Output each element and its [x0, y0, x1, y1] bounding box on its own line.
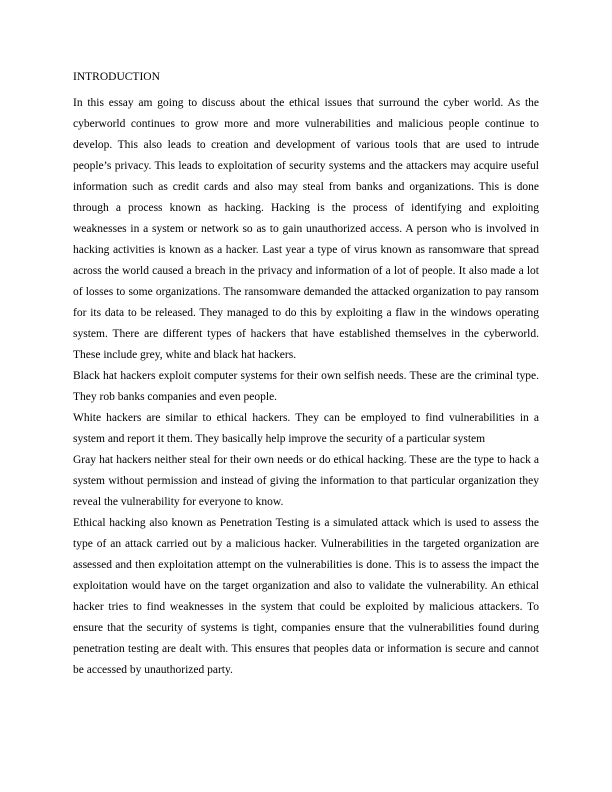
paragraph-gray-hat: Gray hat hackers neither steal for their own needs or do ethical hacking. These are the type to hack a system without permission and instead of giving the information to that particular organization they reveal the vulnerability for everyone to know. — [73, 454, 539, 508]
document-body — [73, 67, 539, 681]
section-heading: INTRODUCTION — [73, 71, 160, 83]
paragraph-ethical-hacking: Ethical hacking also known as Penetration Testing is a simulated attack which is used to assess the type of an attack carried out by a malicious hacker. Vulnerabilities in the targeted organization are assessed and then exploitation attempt on the vulnerabilities is done. This is to assess the impact the exploitation would have on the target organization and also to validate the vulnerability. An ethical hacker tries to find weaknesses in the system that could be exploited by malicious attackers. To ensure that the security of systems is tight, companies ensure that the vulnerabilities found during penetration testing are dealt with. This ensures that peoples data or information is secure and cannot be accessed by unauthorized party. — [73, 517, 539, 676]
paragraph-introduction: In this essay am going to discuss about the ethical issues that surround the cyber world. As the cyberworld continues to grow more and more vulnerabilities and malicious people continue to develop. This also leads to creation and development of various tools that are used to intrude people’s privacy. This leads to exploitation of security systems and the attackers may acquire useful information such as credit cards and also may steal from banks and organizations. This is done through a process known as hacking. Hacking is the process of identifying and exploiting weaknesses in a system or network so as to gain unauthorized access. A person who is involved in hacking activities is known as a hacker. Last year a type of virus known as ransomware that spread across the world caused a breach in the privacy and information of a lot of people. It also made a lot of losses to some organizations. The ransomware demanded the attacked organization to pay ransom for its data to be released. They managed to do this by exploiting a flaw in the windows operating system. There are different types of hackers that have established themselves in the cyberworld. These include grey, white and black hat hackers. — [73, 97, 539, 361]
paragraph-white-hat: White hackers are similar to ethical hackers. They can be employed to find vulnerabilities in a system and report it them. They basically help improve the security of a particular system — [73, 412, 539, 445]
paragraph-black-hat: Black hat hackers exploit computer systems for their own selfish needs. These are the criminal type. They rob banks companies and even people. — [73, 370, 539, 403]
